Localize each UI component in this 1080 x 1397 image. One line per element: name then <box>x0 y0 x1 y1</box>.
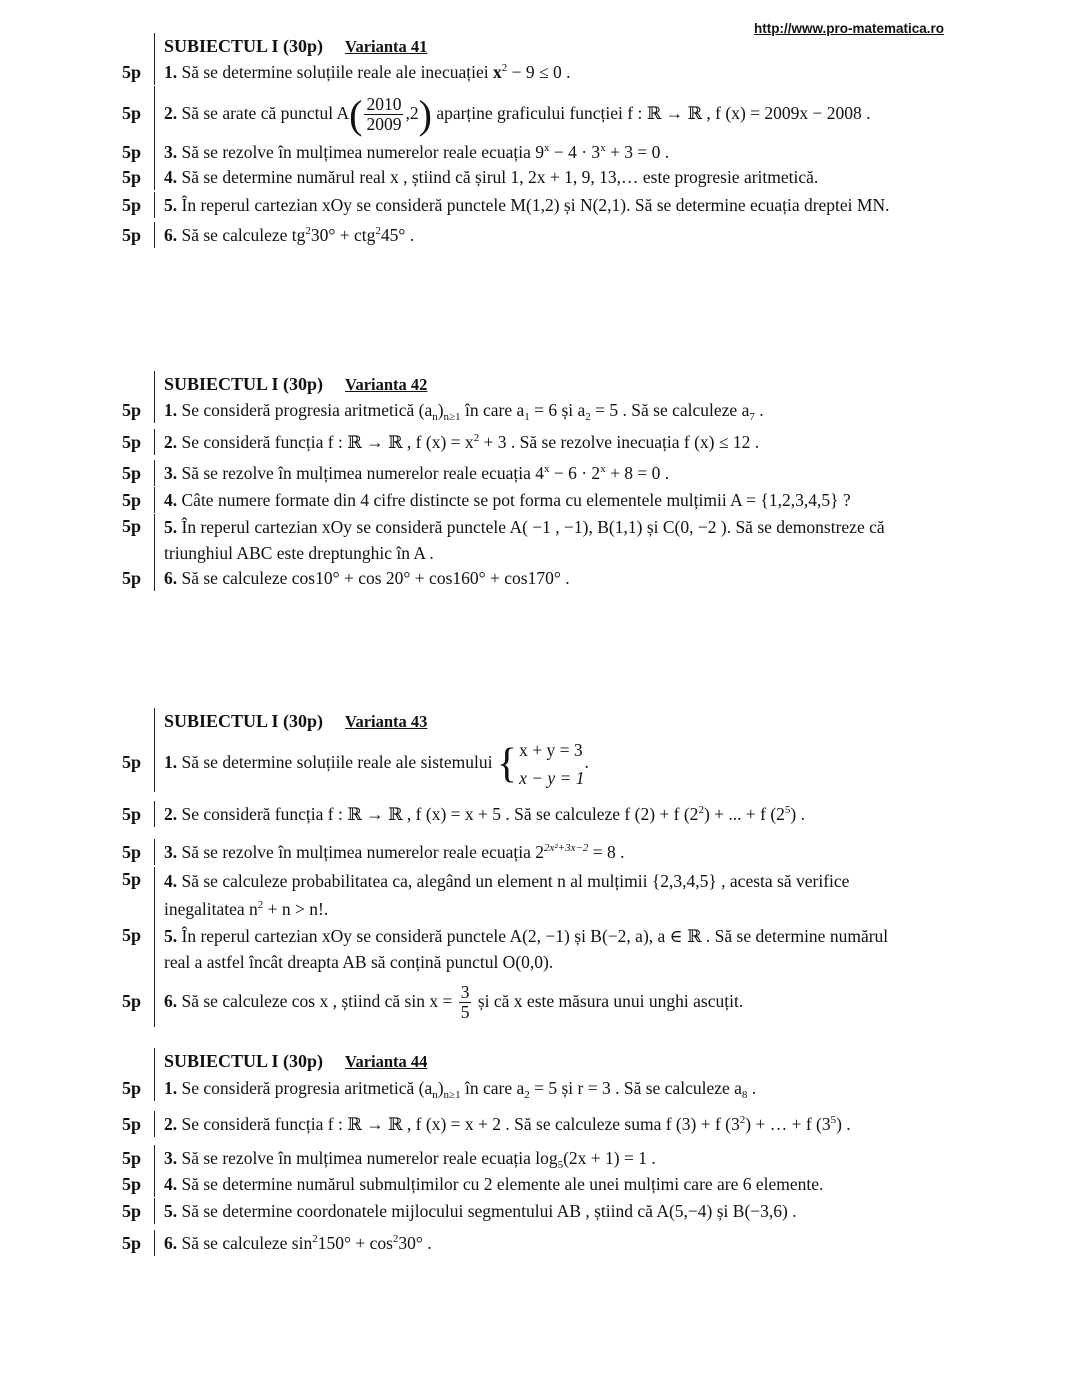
points-label: 5p <box>122 1232 142 1253</box>
subject-title: SUBIECTUL I (30p) <box>164 35 324 56</box>
math-exponent: 2x²+3x−2 <box>543 842 589 854</box>
problem-item <box>116 514 996 566</box>
problem-text: Să se calculeze probabilitatea ca, alegând un element n al mulțimii {2,3,4,5} , acesta să verifice <box>181 871 850 891</box>
problem-text: Să se calculeze tg <box>181 225 306 245</box>
math-subscript: n <box>432 1089 438 1101</box>
problem-number: 1. <box>164 751 178 772</box>
problem-item <box>116 566 996 590</box>
math-subscript: 8 <box>741 1089 748 1101</box>
problem-item <box>116 1197 996 1225</box>
problem-item <box>116 1171 996 1197</box>
points-label: 5p <box>122 841 142 862</box>
points-label: 5p <box>122 1200 142 1221</box>
math-expr: ,2 <box>405 103 419 123</box>
problem-text: în care a <box>460 1078 525 1098</box>
points-label: 5p <box>122 1147 142 1168</box>
variant-label: Varianta 43 <box>345 711 428 731</box>
problem-text: Să se determine soluțiile reale ale sistemului <box>181 751 497 772</box>
problem-text: Să se calculeze sin <box>181 1233 313 1253</box>
problem-number: 3. <box>164 142 178 162</box>
problem-item <box>116 791 996 837</box>
numerator: 2010 <box>366 94 402 115</box>
problem-number: 4. <box>164 871 178 891</box>
problem-number: 2. <box>164 103 178 123</box>
problem-number: 1. <box>164 400 178 420</box>
math-expr: ) <box>437 400 444 420</box>
math-expr: + n > n!. <box>263 899 329 919</box>
problem-text: aparține graficului funcției f : ℝ → ℝ , f (x) = 2009x − 2008 . <box>431 103 871 123</box>
problem-item <box>116 58 996 86</box>
math-exponent: 5 <box>830 1114 837 1126</box>
variant-44-header <box>154 1048 996 1075</box>
equation: x + y = 3 <box>519 739 583 760</box>
problem-item <box>116 1103 996 1145</box>
problem-number: 2. <box>164 804 178 824</box>
problem-text: = 5 . Să se calculeze a <box>590 400 750 420</box>
math-exponent: 2 <box>501 62 508 74</box>
problem-item <box>116 1073 996 1103</box>
variant-41-header <box>154 33 996 60</box>
math-exponent: 2 <box>739 1114 746 1126</box>
problem-item <box>116 164 996 190</box>
math-subscript: n≥1 <box>443 1089 461 1101</box>
problem-number: 4. <box>164 1174 178 1194</box>
math-expr: ) + … + f (3 <box>745 1114 831 1134</box>
points-label: 5p <box>122 925 142 945</box>
problem-text: Câte numere formate din 4 cifre distincte se pot forma cu elementele mulțimii A = {1,2,3,4,5} ? <box>181 490 851 510</box>
math-expr: = 8 . <box>588 842 625 862</box>
variant-42-block <box>116 372 996 590</box>
math-subscript: 7 <box>749 411 755 423</box>
problem-number: 5. <box>164 1201 178 1221</box>
points-label: 5p <box>122 516 142 536</box>
points-label: 5p <box>122 751 142 772</box>
problem-text: inegalitatea n <box>164 899 258 919</box>
problem-number: 1. <box>164 62 178 82</box>
math-exponent: 2 <box>305 225 311 237</box>
problem-text: Să se rezolve în mulțimea numerelor reale ecuația 4 <box>181 463 544 483</box>
problem-text: Să se determine numărul submulțimilor cu 2 elemente ale unei mulțimi care are 6 elemente. <box>181 1174 824 1194</box>
problem-text: În reperul cartezian xOy se consideră punctele A( −1 , −1), B(1,1) și C(0, −2 ). Să se demonstreze că <box>181 517 885 537</box>
problem-number: 2. <box>164 1114 178 1134</box>
problem-number: 5. <box>164 926 178 946</box>
math-subscript: 2 <box>524 1089 530 1101</box>
problem-item <box>116 1225 996 1261</box>
points-label: 5p <box>122 166 142 187</box>
problem-item <box>116 190 996 220</box>
variant-43-block <box>116 709 996 1027</box>
variant-42-header <box>154 371 996 398</box>
problem-text: În reperul cartezian xOy se consideră punctele M(1,2) și N(2,1). Să se determine ecuația dreptei MN. <box>181 195 890 215</box>
problem-number: 4. <box>164 490 178 510</box>
problem-number: 3. <box>164 842 178 862</box>
problem-number: 3. <box>164 463 178 483</box>
problem-number: 5. <box>164 195 178 215</box>
points-label: 5p <box>122 1077 142 1098</box>
problem-text: Se consideră funcția f : ℝ → ℝ , f (x) = x + 2 . Să se calculeze suma f (3) + f (3 <box>181 1114 740 1134</box>
problem-item <box>116 424 996 460</box>
problem-text: Se consideră funcția f : ℝ → ℝ , f (x) = x <box>181 432 474 452</box>
problem-item <box>116 923 996 975</box>
subject-title: SUBIECTUL I (30p) <box>164 710 324 731</box>
problem-number: 6. <box>164 991 178 1011</box>
problem-text: Să se calculeze cos10° + cos 20° + cos160° + cos170° . <box>181 568 570 588</box>
points-label: 5p <box>122 431 142 452</box>
problem-number: 6. <box>164 225 178 245</box>
variant-43-header <box>154 708 996 735</box>
problem-item <box>116 867 996 923</box>
math-expr: . <box>747 1078 757 1098</box>
math-subscript: 1 <box>524 411 530 423</box>
problem-item <box>116 396 996 424</box>
variant-44-block <box>116 1049 996 1261</box>
problem-text: Să se rezolve în mulțimea numerelor reale ecuația 2 <box>181 842 544 862</box>
problem-text: Se consideră progresia aritmetică (a <box>181 400 433 420</box>
equation: x − y = 1 <box>519 767 585 788</box>
problem-item <box>116 975 996 1027</box>
math-expr: + 3 = 0 . <box>605 142 670 162</box>
points-label: 5p <box>122 462 142 483</box>
subject-title: SUBIECTUL I (30p) <box>164 373 324 394</box>
fraction <box>364 95 403 134</box>
problem-item <box>116 460 996 486</box>
math-exponent: 2 <box>698 804 704 816</box>
math-exponent: x <box>543 463 550 475</box>
math-exponent: x <box>600 142 606 154</box>
problem-text: Să se rezolve în mulțimea numerelor reale ecuația 9 <box>181 142 544 162</box>
subject-title: SUBIECTUL I (30p) <box>164 1050 324 1071</box>
math-expr: ) . <box>790 804 805 824</box>
variant-label: Varianta 41 <box>345 36 428 56</box>
math-expr: ) . <box>836 1114 851 1134</box>
problem-item <box>116 486 996 514</box>
math-expr: 45° . <box>380 225 415 245</box>
problem-number: 4. <box>164 167 178 187</box>
fraction <box>459 983 472 1022</box>
math-expr: 30° + ctg <box>310 225 376 245</box>
points-label: 5p <box>122 224 142 245</box>
problem-item <box>116 220 996 250</box>
denominator: 2009 <box>366 114 402 135</box>
points-label: 5p <box>122 990 142 1011</box>
problem-text: Să se arate că punctul A <box>181 103 350 123</box>
problem-text: Să se determine soluțiile reale ale inecuației <box>181 62 493 82</box>
numerator: 3 <box>460 982 470 1003</box>
math-exponent: 2 <box>392 1233 399 1245</box>
problem-item <box>116 837 996 867</box>
variant-41-block <box>116 34 996 250</box>
points-label: 5p <box>122 194 142 215</box>
points-label: 5p <box>122 803 142 824</box>
variant-label: Varianta 44 <box>345 1051 428 1071</box>
problem-item <box>116 140 996 164</box>
math-expr: + 8 = 0 . <box>605 463 670 483</box>
problem-text: Să se rezolve în mulțimea numerelor reale ecuația log <box>181 1148 558 1168</box>
denominator: 5 <box>460 1002 470 1023</box>
problem-number: 2. <box>164 432 178 452</box>
problem-text: triunghiul ABC este dreptunghic în A . <box>164 543 434 563</box>
math-expr: − 6 · 2 <box>549 463 601 483</box>
points-label: 5p <box>122 1113 142 1134</box>
math-expr: − 4 · 3 <box>549 142 601 162</box>
problem-item <box>116 1145 996 1171</box>
points-label: 5p <box>122 1173 142 1194</box>
math-expr: = 6 și a <box>529 400 586 420</box>
points-label: 5p <box>122 102 142 123</box>
problem-text: Se consideră funcția f : ℝ → ℝ , f (x) = x + 5 . Să se calculeze f (2) + f (2 <box>181 804 699 824</box>
math-expr: 30° . <box>398 1233 432 1253</box>
math-expr: ) <box>437 1078 444 1098</box>
problem-item: 5p 2. Să se arate că punctul A( $\frac{2010}{2009}$ ,2) aparține graficului funcției f : ℝ → ℝ , f (x) = 2009x − 2008 . <box>116 86 996 140</box>
problem-number: 5. <box>164 517 178 537</box>
problem-text: Să se calculeze cos x , știind că sin x = <box>181 991 457 1011</box>
math-exponent: 2 <box>473 432 480 444</box>
points-label: 5p <box>122 399 142 420</box>
math-expr: ) + ... + f (2 <box>703 804 785 824</box>
points-label: 5p <box>122 567 142 588</box>
problem-text: și că x este măsura unui unghi ascuțit. <box>473 991 744 1011</box>
problem-text: În reperul cartezian xOy se consideră punctele A(2, −1) și B(−2, a), a ∈ ℝ . Să se determine numărul <box>181 926 889 946</box>
math-expr: 150° + cos <box>317 1233 393 1253</box>
math-exponent: x <box>543 142 550 154</box>
problem-text: Să se determine numărul real x , știind că șirul 1, 2x + 1, 9, 13,… este progresie aritmetică. <box>181 167 819 187</box>
math-subscript: n <box>432 411 438 423</box>
problem-item <box>116 733 996 791</box>
math-subscript: 2 <box>585 411 591 423</box>
points-label: 5p <box>122 869 142 889</box>
problem-number: 3. <box>164 1148 178 1168</box>
math-exponent: 2 <box>257 899 264 911</box>
math-expr: − 9 ≤ 0 . <box>507 62 571 82</box>
math-exponent: 5 <box>784 804 791 816</box>
problem-number: 6. <box>164 568 178 588</box>
math-subscript: n≥1 <box>443 411 461 423</box>
variant-label: Varianta 42 <box>345 374 428 394</box>
website-url-link[interactable]: http://www.pro-matematica.ro <box>754 21 945 36</box>
math-expr: . <box>754 400 764 420</box>
math-expr: . <box>584 751 589 772</box>
problem-text: real a astfel încât dreapta AB să conțină punctul O(0,0). <box>164 952 554 972</box>
points-label: 5p <box>122 141 142 162</box>
problem-text: + 3 . Să se rezolve inecuația f (x) ≤ 12 . <box>479 432 760 452</box>
points-label: 5p <box>122 61 142 82</box>
points-label: 5p <box>122 489 142 510</box>
math-exponent: 2 <box>375 225 381 237</box>
math-exponent: x <box>600 463 606 475</box>
equation-system: { x + y = 3 x − y = 1 <box>497 736 585 792</box>
math-expr: (2x + 1) = 1 . <box>563 1148 656 1168</box>
math-var: x <box>492 62 502 82</box>
problem-text: Se consideră progresia aritmetică (a <box>181 1078 433 1098</box>
math-exponent: 2 <box>312 1233 318 1245</box>
problem-text: = 5 și r = 3 . Să se calculeze a <box>529 1078 742 1098</box>
problem-text: în care a <box>460 400 525 420</box>
problem-number: 6. <box>164 1233 178 1253</box>
problem-number: 1. <box>164 1078 178 1098</box>
problem-text: Să se determine coordonatele mijlocului segmentului AB , știind că A(5,−4) și B(−3,6) . <box>181 1201 797 1221</box>
math-subscript: 5 <box>557 1159 564 1171</box>
